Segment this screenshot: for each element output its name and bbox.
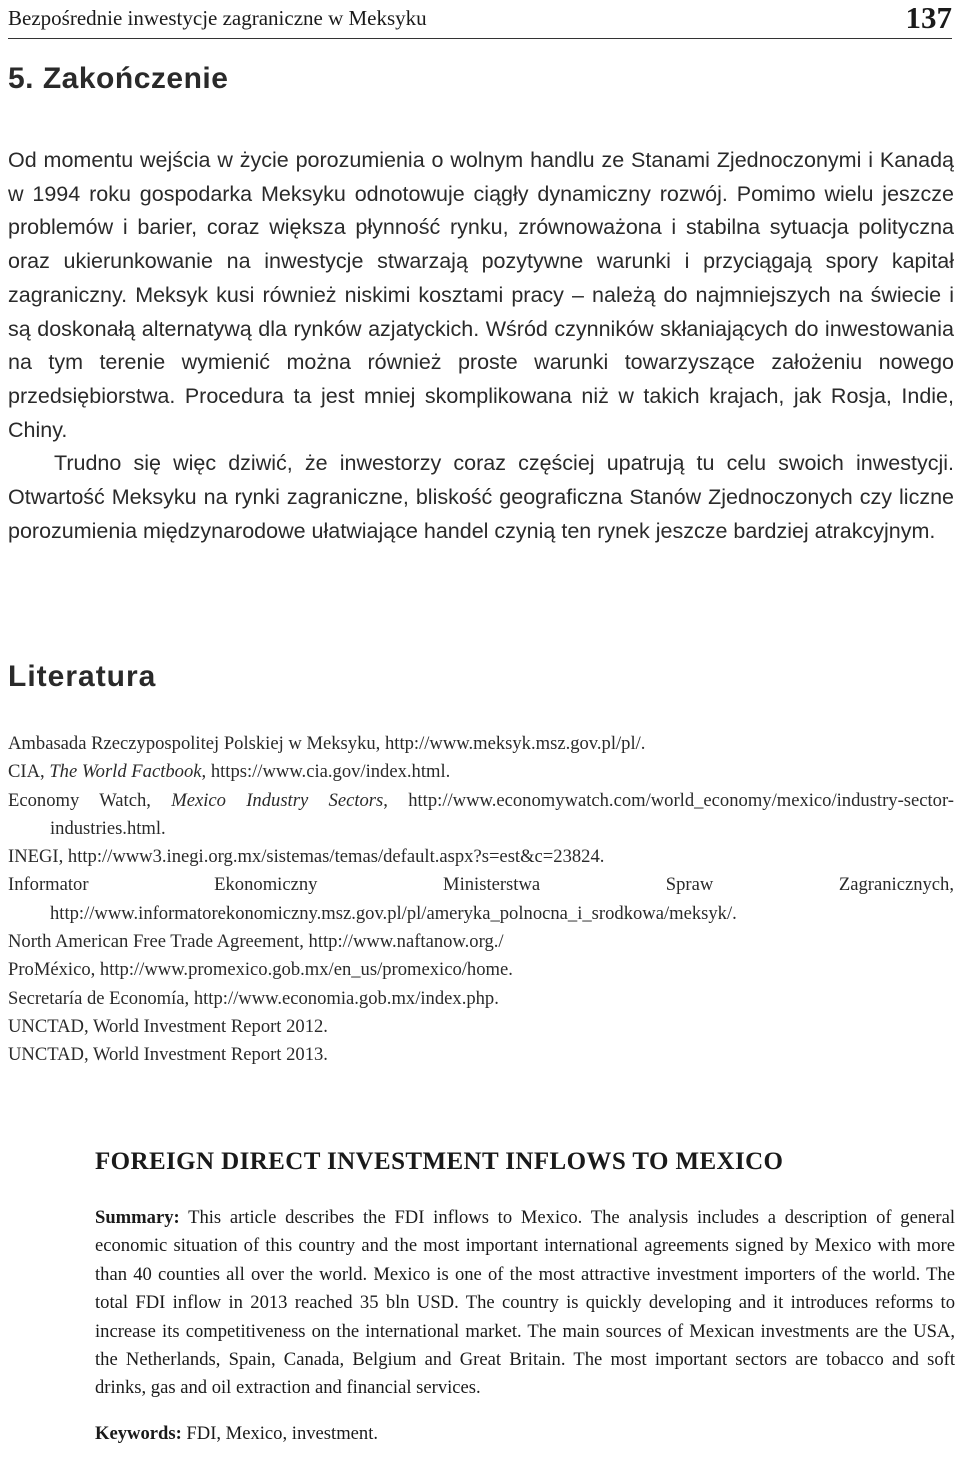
keywords-line — [95, 1423, 955, 1445]
summary-label: Summary: — [95, 1207, 180, 1228]
keywords-label: Keywords: — [95, 1422, 182, 1444]
reference-item: North American Free Trade Agreement, http://www.naftanow.org./ — [8, 931, 504, 953]
english-title: FOREIGN DIRECT INVESTMENT INFLOWS TO MEXICO — [95, 1148, 784, 1175]
page-number: 137 — [905, 0, 952, 35]
paragraph: Od momentu wejścia w życie porozumienia o wolnym handlu ze Stanami Zjednoczonymi i Kanadą w 1994 roku gospodarka Meksyku odnotowuje ciągły dynamiczny rozwój. Pomimo wielu jeszcze problemów i barier, coraz większa płynność rynku, zrównoważona i stabilna sytuacja polityczna oraz ukierunkowanie na inwestycje stwarzają pozytywne warunki i przyciągają spory kapitał zagraniczny. Meksyk kusi również niskimi kosztami pracy – należą do najmniejszych na świecie i są doskonałą alternatywą dla rynków azjatyckich. Wśród czynników skłaniających do inwestowania na tym terenie wymienić można również proste warunki towarzyszące założeniu nowego przedsiębiorstwa. Procedura ta jest mniej skomplikowana niż w takich krajach, jak Rosja, Indie, Chiny. — [8, 148, 954, 442]
reference-item: Economy Watch, Mexico Industry Sectors, http://www.economywatch.com/world_economy/mexico/industry-sector-industries.html. — [8, 789, 954, 839]
section-heading: 5. Zakończenie — [8, 62, 229, 95]
reference-item: UNCTAD, World Investment Report 2013. — [8, 1044, 328, 1066]
reference-item: Secretaría de Economía, http://www.economia.gob.mx/index.php. — [8, 987, 499, 1009]
reference-item: Ambasada Rzeczypospolitej Polskiej w Meksyku, http://www.meksyk.msz.gov.pl/pl/. — [8, 733, 646, 754]
reference-item: CIA, The World Factbook, https://www.cia.gov/index.html. — [8, 761, 451, 783]
reference-item: Informator Ekonomiczny Ministerstwa Spraw Zagranicznych, http://www.informatorekonomiczny.msz.gov.pl/pl/ameryka_polnocna_i_srodkowa/meksyk/. — [8, 874, 954, 924]
reference-item: INEGI, http://www3.inegi.org.mx/sistemas/temas/default.aspx?s=est&c=23824. — [8, 846, 605, 868]
summary-paragraph — [95, 1204, 955, 1403]
summary-text: This article describes the FDI inflows to Mexico. The analysis includes a description of general economic situation of this country and the most important international agreements signed by Mexico with more than 40 counties all over the world. Mexico is one of the most attractive investment importers of the world. The total FDI inflow in 2013 reached 35 bln USD. The country is quickly developing and it introduces reforms to increase its competitiveness on the international market. The main sources of Mexican investments are the USA, the Netherlands, Spain, Canada, Belgium and Great Britain. The most important sectors are tobacco and soft drinks, gas and oil extraction and financial services. — [95, 1207, 956, 1399]
keywords-text: FDI, Mexico, investment. — [186, 1422, 379, 1444]
english-summary-block — [95, 1148, 955, 1445]
literature-heading: Literatura — [8, 660, 157, 693]
page-header — [8, 0, 952, 39]
running-title: Bezpośrednie inwestycje zagraniczne w Meksyku — [8, 6, 427, 30]
reference-item: UNCTAD, World Investment Report 2012. — [8, 1015, 328, 1037]
conclusion-body — [8, 144, 954, 548]
reference-list — [8, 730, 954, 1070]
paragraph: Trudno się więc dziwić, że inwestorzy coraz częściej upatrują tu celu swoich inwestycji. Otwartość Meksyku na rynki zagraniczne, bliskość geograficzna Stanów Zjednoczonych czy liczne porozumienia międzynarodowe ułatwiające handel czynią ten rynek jeszcze bardziej atrakcyjnym. — [8, 451, 954, 543]
reference-item: ProMéxico, http://www.promexico.gob.mx/en_us/promexico/home. — [8, 959, 513, 981]
